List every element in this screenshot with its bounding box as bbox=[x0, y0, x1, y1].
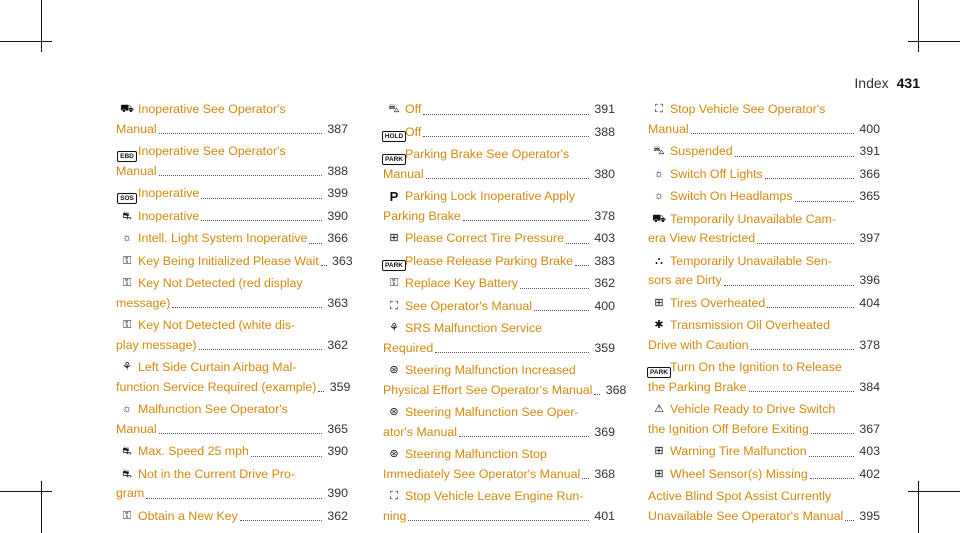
index-entry-line bbox=[648, 271, 880, 291]
index-entry-text[interactable]: Manual bbox=[383, 166, 424, 181]
index-entry-text[interactable]: Steering Malfunction Increased bbox=[405, 363, 576, 377]
index-entry bbox=[648, 487, 880, 526]
index-entry-line bbox=[383, 252, 615, 272]
light-icon: ☼ bbox=[121, 232, 133, 244]
crop-mark bbox=[41, 481, 42, 533]
key-icon: ⚿ bbox=[122, 509, 132, 522]
index-entry-line bbox=[383, 100, 615, 120]
engine-icon: ⛶ bbox=[390, 490, 398, 502]
sos-badge-text: SOS bbox=[117, 193, 137, 204]
park-badge-text: PARK bbox=[647, 367, 671, 378]
leader-dots bbox=[309, 243, 322, 244]
index-entry-text[interactable]: Obtain a New Key bbox=[138, 508, 238, 523]
speed-limit-icon: ⛐ bbox=[122, 445, 132, 457]
index-entry-line bbox=[648, 316, 880, 336]
page-reference[interactable]: 388 bbox=[327, 163, 348, 178]
index-entry-line bbox=[116, 162, 348, 182]
index-entry-text[interactable]: Wheel Sensor(s) Missing bbox=[670, 466, 808, 481]
page-reference[interactable]: 367 bbox=[859, 421, 880, 436]
page-reference[interactable]: 399 bbox=[327, 186, 348, 200]
index-entry-text[interactable]: Key Not Detected (white dis- bbox=[138, 318, 296, 332]
leader-dots bbox=[751, 349, 854, 350]
index-entry-line bbox=[116, 294, 348, 314]
ebd-badge-text: EBD bbox=[117, 151, 137, 162]
index-entry bbox=[383, 252, 615, 272]
index-entry bbox=[116, 465, 348, 504]
p-gear-icon: P bbox=[389, 189, 399, 204]
index-entry-line bbox=[648, 294, 880, 314]
index-entry-text[interactable]: Malfunction See Operator's bbox=[138, 402, 288, 416]
index-entry-text[interactable]: Left Side Curtain Airbag Mal- bbox=[138, 360, 297, 374]
index-entry-text[interactable]: Active Blind Spot Assist Currently bbox=[648, 489, 832, 503]
page-header bbox=[854, 75, 920, 91]
index-entry bbox=[383, 123, 615, 143]
index-entry-line bbox=[648, 442, 880, 462]
index-entry bbox=[383, 274, 615, 294]
light-icon: ☼ bbox=[653, 167, 665, 180]
index-entry-text[interactable]: Vehicle Ready to Drive Switch bbox=[670, 402, 836, 416]
index-entry-text[interactable]: sors are Dirty bbox=[648, 273, 722, 287]
light-icon: ☼ bbox=[121, 403, 133, 415]
index-entry-text[interactable]: Manual bbox=[116, 421, 157, 436]
index-entry-line bbox=[383, 361, 615, 381]
index-entry-text[interactable]: Drive with Caution bbox=[648, 337, 749, 352]
index-entry-line bbox=[383, 445, 615, 465]
page-reference[interactable]: 400 bbox=[859, 121, 880, 136]
page-reference[interactable]: 404 bbox=[859, 295, 880, 310]
index-entry-line bbox=[648, 507, 880, 527]
page-reference[interactable]: 365 bbox=[859, 189, 880, 203]
leader-dots bbox=[318, 391, 324, 392]
index-entry-line bbox=[383, 423, 615, 443]
index-entry bbox=[116, 400, 348, 439]
index-entry bbox=[383, 487, 615, 526]
park-badge-text: PARK bbox=[382, 260, 406, 271]
page-reference[interactable]: 359 bbox=[329, 379, 351, 394]
index-entry-text[interactable]: Off bbox=[405, 102, 422, 116]
index-entry bbox=[116, 252, 353, 272]
index-entry-text[interactable]: Immediately See Operator's Manual bbox=[383, 466, 581, 481]
leader-dots bbox=[240, 520, 322, 521]
index-entry-line bbox=[383, 319, 615, 339]
header-title: Index bbox=[854, 75, 889, 91]
index-entry-text[interactable]: Intell. Light System Inoperative bbox=[138, 231, 308, 245]
index-entry-line bbox=[116, 100, 348, 120]
index-column-1 bbox=[116, 100, 353, 529]
index-entry-line bbox=[383, 507, 615, 527]
page-reference[interactable]: 402 bbox=[859, 466, 880, 481]
key-icon: ⚿ bbox=[122, 319, 132, 331]
index-entry-line bbox=[648, 229, 880, 249]
index-entry-line bbox=[383, 165, 615, 185]
index-entry-line bbox=[383, 297, 615, 317]
index-entry bbox=[383, 297, 615, 317]
sos-icon bbox=[116, 193, 138, 204]
index-entry-text[interactable]: Please Correct Tire Pressure bbox=[405, 231, 565, 245]
index-entry-text[interactable]: Suspended bbox=[670, 144, 733, 158]
index-entry-line bbox=[116, 442, 348, 462]
index-entry-line bbox=[383, 403, 615, 423]
index-entry bbox=[648, 100, 880, 139]
index-entry-text[interactable]: Manual bbox=[116, 163, 157, 178]
leader-dots bbox=[809, 456, 854, 457]
index-entry-text[interactable]: Warning Tire Malfunction bbox=[670, 444, 807, 458]
index-entry-line bbox=[116, 358, 348, 378]
page-reference[interactable]: 368 bbox=[605, 382, 627, 397]
index-entry-text[interactable]: Temporarily Unavailable Cam- bbox=[670, 211, 836, 226]
index-entry bbox=[116, 442, 348, 462]
index-entry-line bbox=[116, 507, 348, 527]
crop-mark bbox=[908, 41, 960, 42]
index-entry-line bbox=[116, 316, 348, 336]
steering-icon: ⊛ bbox=[389, 364, 399, 376]
leader-dots bbox=[463, 220, 589, 221]
index-entry bbox=[383, 229, 615, 249]
index-entry-text[interactable]: ator's Manual bbox=[383, 424, 457, 439]
index-entry bbox=[648, 465, 880, 485]
index-entry-text[interactable]: Please Release Parking Brake bbox=[405, 253, 574, 268]
page-reference[interactable]: 403 bbox=[859, 444, 880, 458]
index-entry bbox=[648, 210, 880, 249]
index-entry bbox=[116, 507, 348, 527]
index-column-3 bbox=[648, 100, 880, 529]
leader-dots bbox=[566, 243, 589, 244]
leader-dots bbox=[582, 478, 589, 479]
leader-dots bbox=[423, 114, 589, 115]
leader-dots bbox=[691, 133, 854, 134]
page-reference[interactable]: 395 bbox=[859, 508, 880, 523]
index-entry-text[interactable]: the Ignition Off Before Exiting bbox=[648, 421, 809, 436]
index-entry-line bbox=[116, 484, 348, 504]
index-entry bbox=[116, 184, 348, 204]
leader-dots bbox=[435, 352, 589, 353]
crop-mark bbox=[41, 0, 42, 52]
page-reference[interactable]: 396 bbox=[859, 273, 880, 287]
engine-icon: ⛶ bbox=[390, 299, 398, 312]
index-entry-line bbox=[648, 120, 880, 140]
page-reference[interactable]: 401 bbox=[594, 508, 615, 523]
page-reference[interactable]: 384 bbox=[859, 379, 880, 394]
page-reference[interactable]: 363 bbox=[332, 253, 353, 268]
hold-badge-text: HOLD bbox=[382, 131, 406, 142]
page-reference[interactable]: 362 bbox=[327, 508, 348, 523]
airbag-icon: ⚘ bbox=[122, 361, 132, 373]
index-entry-text[interactable]: See Operator's Manual bbox=[405, 298, 533, 313]
index-entry-line bbox=[648, 187, 880, 207]
page-reference[interactable]: 390 bbox=[327, 486, 348, 500]
index-entry-text[interactable]: Max. Speed 25 mph bbox=[138, 444, 249, 458]
page-reference[interactable]: 400 bbox=[594, 298, 615, 313]
index-entry bbox=[648, 165, 880, 185]
index-entry-text[interactable]: Parking Lock Inoperative Apply bbox=[405, 189, 576, 203]
index-entry-line bbox=[116, 184, 348, 204]
crop-mark bbox=[908, 491, 960, 492]
index-entry-line bbox=[383, 145, 615, 165]
index-entry-line bbox=[383, 339, 615, 359]
steering-icon: ⊛ bbox=[389, 406, 399, 418]
index-entry-line bbox=[116, 142, 348, 162]
page-reference[interactable]: 359 bbox=[594, 340, 615, 355]
index-entry-line bbox=[383, 465, 615, 485]
index-entry-text[interactable]: Parking Brake bbox=[383, 208, 461, 223]
index-entry-text[interactable]: Inoperative bbox=[138, 208, 200, 223]
index-entry-line bbox=[116, 229, 348, 249]
key-icon: ⚿ bbox=[122, 254, 132, 267]
index-entry-text[interactable]: Off bbox=[405, 124, 422, 139]
index-entry bbox=[383, 361, 627, 400]
leader-dots bbox=[459, 436, 589, 437]
leader-dots bbox=[795, 201, 854, 202]
leader-dots bbox=[201, 220, 322, 221]
park-badge-text: PARK bbox=[382, 154, 406, 165]
page-reference[interactable]: 378 bbox=[594, 208, 615, 223]
index-entry bbox=[116, 316, 348, 355]
leader-dots bbox=[520, 288, 589, 289]
index-entry-text[interactable]: function Service Required (example) bbox=[116, 379, 317, 394]
leader-dots bbox=[757, 243, 854, 244]
index-entry bbox=[648, 187, 880, 207]
leader-dots bbox=[172, 307, 322, 308]
crop-mark bbox=[0, 41, 52, 42]
page-reference[interactable]: 383 bbox=[594, 253, 615, 268]
index-entry-line bbox=[383, 229, 615, 249]
index-entry-text[interactable]: Parking Brake See Operator's bbox=[405, 147, 570, 161]
airbag-icon: ⚘ bbox=[389, 322, 399, 334]
index-entry-line bbox=[648, 465, 880, 485]
leader-dots bbox=[765, 178, 854, 179]
index-entry-text[interactable]: Replace Key Battery bbox=[405, 276, 518, 290]
index-entry-text[interactable]: message) bbox=[116, 295, 171, 310]
seatbelt-icon: ⛟ bbox=[120, 103, 134, 115]
camera-icon: ⛟ bbox=[652, 212, 666, 225]
leader-dots bbox=[199, 349, 322, 350]
index-entry-line bbox=[648, 252, 880, 272]
index-entry-text[interactable]: Switch Off Lights bbox=[670, 166, 763, 181]
light-icon: ☼ bbox=[653, 190, 665, 202]
leader-dots bbox=[811, 433, 854, 434]
index-entry-line bbox=[648, 420, 880, 440]
index-entry bbox=[648, 316, 880, 355]
index-entry-text[interactable]: ning bbox=[383, 508, 407, 523]
index-entry bbox=[116, 142, 348, 181]
index-entry-text[interactable]: Turn On the Ignition to Release bbox=[670, 360, 842, 374]
leader-dots bbox=[845, 520, 854, 521]
index-entry bbox=[648, 400, 880, 439]
index-entry bbox=[648, 252, 880, 291]
ebd-icon bbox=[116, 151, 138, 162]
page-reference[interactable]: 366 bbox=[859, 166, 880, 181]
index-entry bbox=[648, 442, 880, 462]
crop-mark bbox=[918, 481, 919, 533]
park-icon bbox=[383, 260, 405, 271]
index-entry-line bbox=[648, 165, 880, 185]
index-entry-text[interactable]: Unavailable See Operator's Manual bbox=[648, 508, 844, 523]
index-entry-line bbox=[116, 120, 348, 140]
index-entry-line bbox=[383, 274, 615, 294]
index-entry-line bbox=[116, 207, 348, 227]
speed-limit-icon: ⛐ bbox=[122, 467, 132, 480]
index-entry-line bbox=[383, 207, 615, 227]
page-reference[interactable]: 397 bbox=[859, 231, 880, 245]
index-entry bbox=[116, 100, 348, 139]
leader-dots bbox=[423, 136, 589, 137]
index-entry-line bbox=[648, 378, 880, 398]
index-entry-text[interactable]: Stop Vehicle See Operator's bbox=[670, 102, 826, 116]
park-icon bbox=[383, 154, 405, 165]
index-entry-text[interactable]: Key Not Detected (red display bbox=[138, 276, 303, 290]
leader-dots bbox=[594, 394, 600, 395]
leader-dots bbox=[575, 265, 589, 266]
index-entry bbox=[383, 445, 615, 484]
page-number: 431 bbox=[896, 75, 920, 91]
index-entry bbox=[648, 294, 880, 314]
index-entry-line bbox=[116, 420, 348, 440]
sensor-icon: ⛬ bbox=[655, 254, 663, 267]
leader-dots bbox=[426, 178, 589, 179]
index-entry-text[interactable]: Temporarily Unavailable Sen- bbox=[670, 253, 832, 268]
index-entry bbox=[383, 403, 615, 442]
transmission-icon: ✱ bbox=[654, 319, 664, 331]
page-reference[interactable]: 378 bbox=[859, 337, 880, 352]
page-reference[interactable]: 369 bbox=[594, 424, 615, 439]
index-entry-line bbox=[383, 187, 615, 207]
page-reference[interactable]: 365 bbox=[327, 421, 348, 436]
leader-dots bbox=[534, 310, 589, 311]
page-reference[interactable]: 391 bbox=[594, 102, 615, 116]
index-entry-text[interactable]: Key Being Initialized Please Wait bbox=[138, 253, 319, 268]
leader-dots bbox=[749, 391, 855, 392]
steering-icon: ⊛ bbox=[389, 448, 399, 460]
index-entry bbox=[383, 187, 615, 226]
key-battery-icon: ⚿ bbox=[389, 277, 399, 289]
page-reference[interactable]: 403 bbox=[594, 231, 615, 245]
tire-icon: ⊞ bbox=[654, 445, 664, 457]
index-entry-text[interactable]: Manual bbox=[648, 121, 689, 136]
index-entry-line bbox=[116, 274, 348, 294]
index-entry-line bbox=[648, 142, 880, 162]
index-entry bbox=[116, 358, 351, 397]
index-entry-text[interactable]: the Parking Brake bbox=[648, 379, 747, 394]
page-reference[interactable]: 366 bbox=[327, 231, 348, 245]
page-reference[interactable]: 390 bbox=[327, 208, 348, 223]
leader-dots bbox=[408, 520, 589, 521]
page-reference[interactable]: 368 bbox=[594, 466, 615, 481]
index-entry-text[interactable]: Transmission Oil Overheated bbox=[670, 318, 830, 332]
leader-dots bbox=[159, 175, 322, 176]
leader-dots bbox=[724, 285, 854, 286]
engine-icon: ⛶ bbox=[655, 103, 663, 115]
page-reference[interactable]: 363 bbox=[327, 295, 348, 310]
tire-icon: ⊞ bbox=[389, 232, 399, 244]
index-entry-line bbox=[648, 210, 880, 230]
page-reference[interactable]: 387 bbox=[327, 121, 348, 136]
key-icon: ⚿ bbox=[122, 277, 132, 289]
index-entry bbox=[383, 100, 615, 120]
page-reference[interactable]: 362 bbox=[594, 276, 615, 290]
index-entry-text[interactable]: Steering Malfunction See Oper- bbox=[405, 405, 579, 419]
index-entry bbox=[116, 207, 348, 227]
index-entry-text[interactable]: Physical Effort See Operator's Manual bbox=[383, 382, 593, 397]
leader-dots bbox=[810, 478, 854, 479]
tire-icon: ⊞ bbox=[654, 296, 664, 309]
park-icon bbox=[648, 367, 670, 378]
index-entry-line bbox=[116, 336, 348, 356]
index-entry-text[interactable]: Stop Vehicle Leave Engine Run- bbox=[405, 489, 584, 503]
leader-dots bbox=[735, 156, 854, 157]
index-entry-text[interactable]: gram bbox=[116, 486, 145, 500]
leader-dots bbox=[159, 433, 322, 434]
crop-mark bbox=[918, 0, 919, 52]
speed-limit-icon: ⛐ bbox=[122, 209, 132, 222]
page-reference[interactable]: 390 bbox=[327, 444, 348, 458]
index-entry-line bbox=[116, 252, 353, 272]
index-entry-line bbox=[383, 381, 627, 401]
index-entry-text[interactable]: Steering Malfunction Stop bbox=[405, 447, 547, 461]
parking-assist-icon: ⛍ bbox=[653, 145, 665, 157]
index-entry-text[interactable]: Inoperative See Operator's bbox=[138, 102, 286, 116]
leader-dots bbox=[159, 133, 322, 134]
index-entry bbox=[116, 274, 348, 313]
warning-icon: ⚠ bbox=[654, 403, 664, 415]
index-entry-line bbox=[648, 358, 880, 378]
tire-icon: ⊞ bbox=[654, 467, 664, 480]
index-entry-text[interactable]: Tires Overheated bbox=[670, 295, 766, 310]
index-entry-text[interactable]: play message) bbox=[116, 337, 197, 352]
index-entry-line bbox=[116, 378, 351, 398]
index-entry-line bbox=[383, 123, 615, 143]
index-entry-text[interactable]: Required bbox=[383, 340, 434, 355]
index-entry-text[interactable]: Switch On Headlamps bbox=[670, 189, 793, 203]
page-reference[interactable]: 388 bbox=[594, 124, 615, 139]
leader-dots bbox=[146, 498, 322, 499]
leader-dots bbox=[321, 265, 327, 266]
index-entry-line bbox=[648, 487, 880, 507]
page-reference[interactable]: 380 bbox=[594, 166, 615, 181]
leader-dots bbox=[201, 198, 322, 199]
crop-mark bbox=[0, 491, 52, 492]
index-entry-line bbox=[383, 487, 615, 507]
index-entry bbox=[648, 358, 880, 397]
index-entry-text[interactable]: Inoperative bbox=[138, 186, 200, 200]
index-entry-text[interactable]: Manual bbox=[116, 121, 157, 136]
index-entry bbox=[383, 145, 615, 184]
index-entry-line bbox=[648, 400, 880, 420]
index-entry-line bbox=[116, 400, 348, 420]
index-entry-line bbox=[116, 465, 348, 485]
page-reference[interactable]: 391 bbox=[859, 144, 880, 158]
index-entry bbox=[648, 142, 880, 162]
index-entry bbox=[383, 319, 615, 358]
index-entry-text[interactable]: era View Restricted bbox=[648, 231, 756, 245]
index-entry bbox=[116, 229, 348, 249]
leader-dots bbox=[251, 456, 322, 457]
parking-assist-icon: ⛍ bbox=[388, 103, 400, 115]
leader-dots bbox=[767, 307, 854, 308]
index-entry-text[interactable]: Not in the Current Drive Pro- bbox=[138, 466, 296, 481]
index-column-2 bbox=[383, 100, 627, 529]
page-reference[interactable]: 362 bbox=[327, 337, 348, 352]
index-entry-line bbox=[648, 336, 880, 356]
index-entry-text[interactable]: Inoperative See Operator's bbox=[138, 144, 286, 158]
index-entry-text[interactable]: SRS Malfunction Service bbox=[405, 321, 543, 335]
hold-icon bbox=[383, 131, 405, 142]
index-entry-line bbox=[648, 100, 880, 120]
